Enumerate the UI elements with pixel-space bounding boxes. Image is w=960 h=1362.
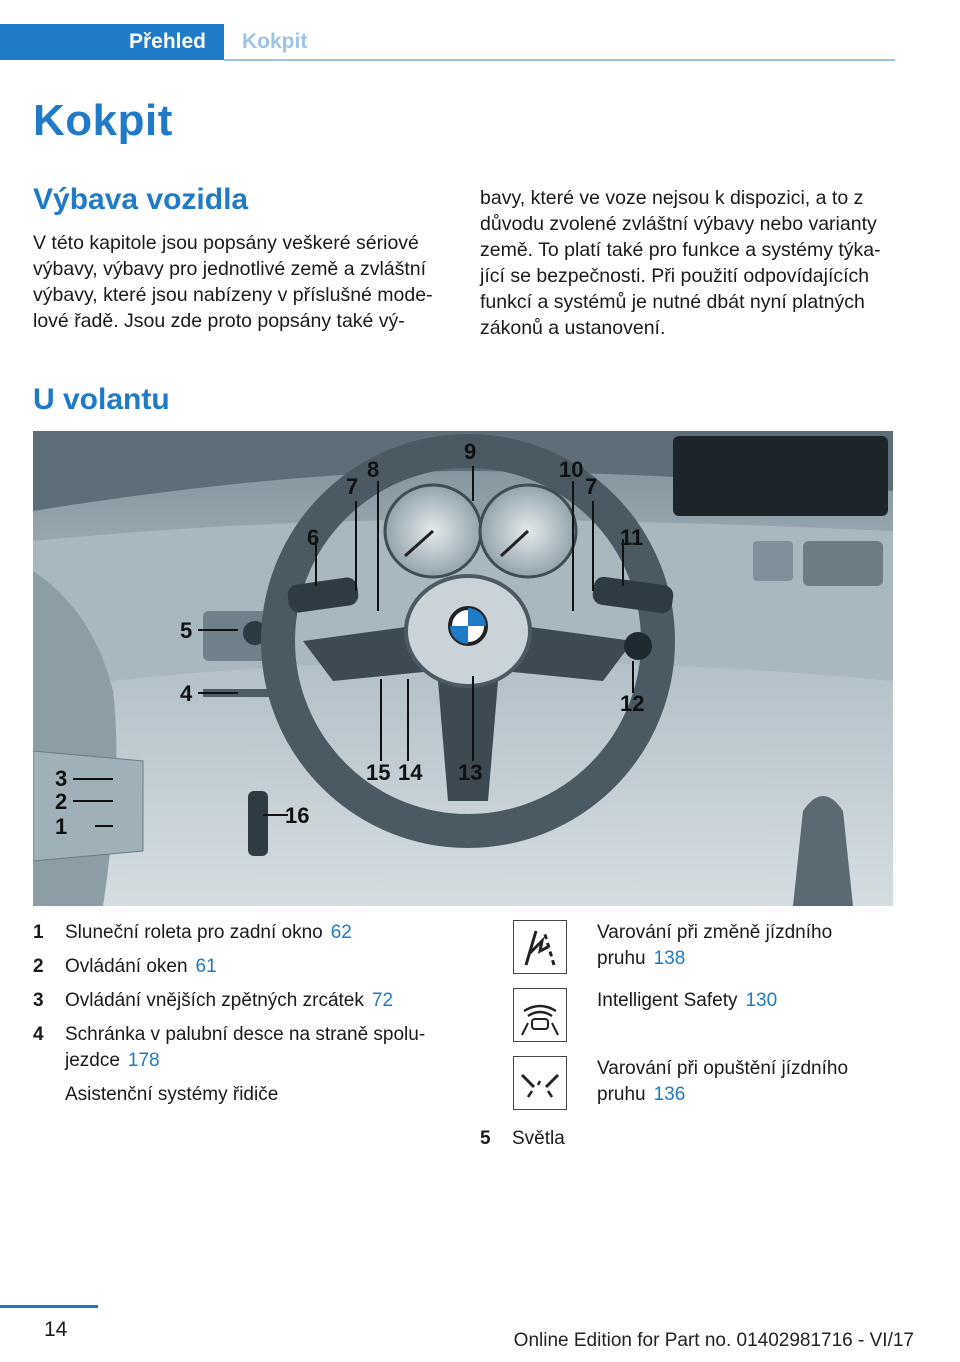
tab-prehled[interactable]: Přehled bbox=[0, 24, 224, 60]
lane-departure-warning-icon bbox=[513, 1056, 567, 1110]
callout-14: 14 bbox=[398, 760, 423, 785]
callout-11: 11 bbox=[620, 525, 644, 550]
page-link[interactable]: 136 bbox=[653, 1084, 686, 1105]
callout-8: 8 bbox=[367, 457, 380, 482]
item-text: Schránka v palubní desce na straně spolu- bbox=[65, 1024, 426, 1045]
page-link[interactable]: 178 bbox=[127, 1050, 160, 1071]
section-title-volant: U volantu bbox=[33, 383, 170, 416]
list-item bbox=[33, 920, 443, 946]
callout-5: 5 bbox=[180, 618, 193, 643]
item-number: 5 bbox=[480, 1128, 491, 1149]
callout-6: 6 bbox=[307, 525, 320, 550]
list-item bbox=[33, 988, 443, 1014]
item-text: Světla bbox=[512, 1128, 565, 1149]
list-item bbox=[480, 920, 895, 976]
list-item bbox=[33, 954, 443, 980]
text-line: funkcí a systémů je nutné dbát nyní platných bbox=[480, 291, 865, 313]
text-line: bavy, které ve voze nejsou k dispozici, a to z bbox=[480, 187, 864, 209]
callout-12: 12 bbox=[620, 691, 645, 716]
item-number: 3 bbox=[33, 990, 44, 1011]
callout-1: 1 bbox=[55, 814, 68, 839]
item-text-cont: pruhu bbox=[597, 948, 646, 969]
legend-subheading: Asistenční systémy řidiče bbox=[65, 1084, 279, 1105]
text-line: zákonů a ustanovení. bbox=[480, 317, 666, 339]
item-number: 2 bbox=[33, 956, 44, 977]
header-rule bbox=[224, 59, 895, 61]
text-line: důvodu zvolené zvláštní výbavy nebo varianty bbox=[480, 213, 877, 235]
legend-left bbox=[33, 920, 443, 1108]
item-text-cont: jezdce bbox=[65, 1050, 120, 1071]
text-line: země. To platí také pro funkce a systémy týka- bbox=[480, 239, 881, 261]
callout-9: 9 bbox=[464, 439, 477, 464]
callout-3: 3 bbox=[55, 766, 68, 791]
page-link[interactable]: 62 bbox=[330, 922, 352, 943]
legend-right bbox=[480, 920, 895, 1152]
page-header bbox=[0, 24, 895, 62]
item-text: Ovládání oken bbox=[65, 956, 188, 977]
page-link[interactable]: 130 bbox=[745, 990, 778, 1011]
list-item bbox=[480, 988, 895, 1044]
item-text: Ovládání vnějších zpětných zrcátek bbox=[65, 990, 364, 1011]
list-item bbox=[33, 1022, 443, 1074]
intro-text-left bbox=[33, 230, 443, 334]
chapter-title: Kokpit bbox=[33, 96, 173, 145]
text-line: lové řadě. Jsou zde proto popsány také vý- bbox=[33, 310, 405, 332]
item-text-line: Varování při změně jízdního bbox=[597, 922, 833, 943]
text-line: výbavy, které jsou nabízeny v příslušné mode- bbox=[33, 284, 433, 306]
page-link[interactable]: 138 bbox=[653, 948, 686, 969]
item-text-cont: pruhu bbox=[597, 1084, 646, 1105]
text-line: výbavy, výbavy pro jednotlivé země a zvláštní bbox=[33, 258, 427, 280]
text-line: V této kapitole jsou popsány veškeré sériové bbox=[33, 232, 419, 254]
tab-kokpit[interactable]: Kokpit bbox=[242, 30, 308, 53]
page-link[interactable]: 61 bbox=[195, 956, 217, 977]
callout-15: 15 bbox=[366, 760, 391, 785]
cockpit-illustration bbox=[33, 431, 893, 906]
lane-change-warning-icon bbox=[513, 920, 567, 974]
item-text-line: Intelligent Safety bbox=[597, 990, 738, 1011]
edition-note: Online Edition for Part no. 01402981716 - VI/17 bbox=[513, 1330, 914, 1351]
section-title-vybava: Výbava vozidla bbox=[33, 183, 249, 216]
intelligent-safety-icon bbox=[513, 988, 567, 1042]
callout-7-left: 7 bbox=[346, 474, 359, 499]
item-text-line: Varování při opuštění jízdního bbox=[597, 1058, 849, 1079]
item-text: Sluneční roleta pro zadní okno bbox=[65, 922, 323, 943]
list-item bbox=[480, 1056, 895, 1112]
callout-10: 10 bbox=[559, 457, 584, 482]
item-text bbox=[597, 988, 897, 1014]
item-number: 4 bbox=[33, 1024, 44, 1045]
callout-16: 16 bbox=[285, 803, 310, 828]
callout-2: 2 bbox=[55, 789, 68, 814]
callout-4: 4 bbox=[180, 681, 193, 706]
page-link[interactable]: 72 bbox=[371, 990, 394, 1011]
item-text bbox=[597, 920, 897, 972]
text-line: jící se bezpečnosti. Při použití odpovídajících bbox=[480, 265, 870, 287]
item-text bbox=[597, 1056, 897, 1108]
callout-13: 13 bbox=[458, 760, 483, 785]
intro-text-right bbox=[480, 185, 895, 341]
page-number: 14 bbox=[44, 1318, 68, 1341]
footer-rule bbox=[0, 1305, 98, 1308]
item-number: 1 bbox=[33, 922, 44, 943]
list-item bbox=[480, 1126, 895, 1152]
callout-7-right: 7 bbox=[585, 474, 598, 499]
